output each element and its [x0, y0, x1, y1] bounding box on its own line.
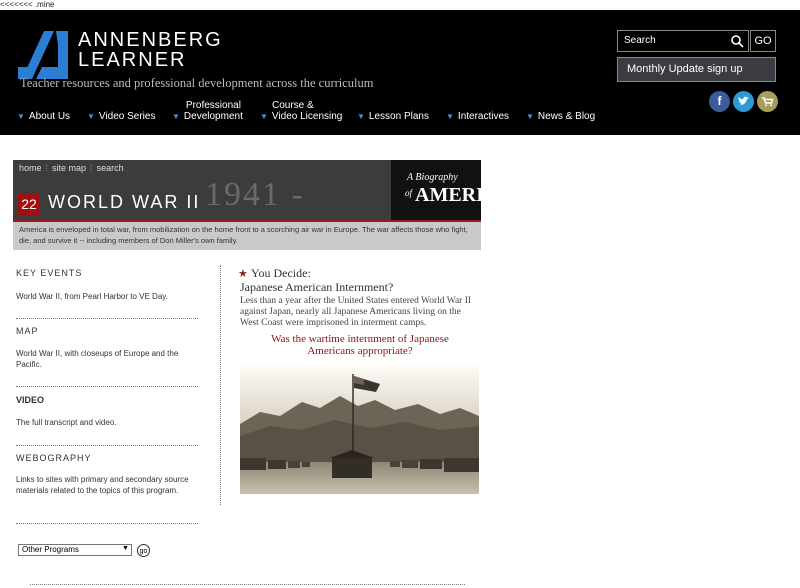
internment-camp-photo[interactable]: [240, 364, 479, 494]
footer-divider: [30, 584, 465, 585]
nav-label-line1: Course &: [272, 100, 314, 111]
chevron-down-icon: ▼: [87, 112, 95, 121]
column-divider: [220, 265, 221, 505]
nav-video-series[interactable]: [87, 111, 155, 122]
chevron-down-icon: ▼: [446, 112, 454, 121]
brand-line-1: A Biography: [407, 172, 458, 183]
twitter-icon[interactable]: [733, 91, 754, 112]
twitter-bird-icon: [733, 91, 754, 112]
monthly-update-button[interactable]: Monthly Update sign up: [617, 57, 776, 82]
map-heading[interactable]: MAP: [16, 326, 39, 336]
years-label: 1941 -: [205, 176, 305, 213]
logo-text[interactable]: [78, 30, 223, 70]
map-text: World War II, with closeups of Europe and the Pacific.: [16, 349, 179, 369]
feature-subtitle[interactable]: Japanese American Internment?: [240, 280, 394, 294]
cart-icon[interactable]: [757, 91, 778, 112]
key-events-text: World War II, from Pearl Harbor to VE Day.: [16, 292, 168, 301]
site-map-link[interactable]: site map: [52, 163, 87, 173]
program-banner: [13, 160, 513, 250]
feature-body: Less than a year after the United States entered World War II against Japan, nearly all Japanese Americans living on the West Coast were imprisoned in interment camps.: [240, 296, 472, 328]
nav-professional-development[interactable]: [172, 100, 243, 122]
annenberg-logo-icon[interactable]: [18, 31, 70, 79]
nav-about-us[interactable]: [17, 111, 70, 122]
nav-label: Interactives: [457, 111, 510, 122]
feature-question[interactable]: Was the wartime internment of Japanese Americans appropriate?: [271, 333, 449, 357]
brand-line-3: AMERICA: [415, 184, 513, 206]
nav-label-line2: Video Licensing: [271, 111, 343, 122]
episode-title: WORLD WAR II: [48, 192, 201, 212]
divider: [16, 318, 198, 319]
link-separator: ⁞: [45, 163, 49, 173]
video-text: The full transcript and video.: [16, 418, 117, 427]
select-arrow-icon[interactable]: ▼: [122, 545, 129, 552]
nav-label: News & Blog: [537, 111, 596, 122]
star-icon: ★: [238, 268, 248, 280]
nav-label-line1: Professional: [185, 100, 241, 111]
chevron-down-icon: ▼: [357, 112, 365, 121]
facebook-icon[interactable]: f: [709, 91, 730, 112]
link-separator: ⁞: [90, 163, 93, 173]
tagline: Teacher resources and professional development across the curriculum: [20, 76, 374, 90]
site-header: [0, 10, 800, 135]
search-link[interactable]: search: [96, 163, 124, 173]
chevron-down-icon: ▼: [260, 112, 268, 121]
webography-text: Links to sites with primary and secondary source materials related to the topics of this program.: [16, 475, 189, 495]
chevron-down-icon: ▼: [172, 112, 180, 121]
divider: [16, 445, 198, 446]
banner-title-area: [13, 160, 391, 220]
nav-label: Lesson Plans: [368, 111, 429, 122]
divider: [16, 386, 198, 387]
chevron-down-icon: ▼: [526, 112, 534, 121]
nav-news-blog[interactable]: [526, 111, 595, 122]
other-programs-select[interactable]: Other Programs: [18, 544, 132, 556]
video-heading[interactable]: VIDEO: [16, 395, 45, 405]
key-events-heading[interactable]: KEY EVENTS: [16, 268, 83, 278]
webography-heading[interactable]: WEBOGRAPHY: [16, 453, 92, 463]
home-link[interactable]: home: [19, 163, 42, 173]
brand-line-2: of: [405, 188, 413, 198]
logo-line-2: LEARNER: [78, 49, 187, 71]
search-go-button[interactable]: GO: [750, 30, 776, 52]
nav-label-line2: Development: [183, 111, 243, 122]
merge-conflict-marker: <<<<<<< .mine: [0, 0, 55, 9]
chevron-down-icon: ▼: [17, 112, 25, 121]
nav-lesson-plans[interactable]: [357, 111, 429, 122]
nav-label: About Us: [28, 111, 71, 122]
banner-description: America is enveloped in total war, from mobilization on the home front to a scorching air war in Europe. The war affects those who fight, die, and survive it -- including members of Don Miller's own family.: [13, 222, 481, 250]
episode-number: 22: [18, 194, 40, 215]
biography-of-america-logo[interactable]: [391, 160, 513, 220]
nav-course-licensing[interactable]: [260, 100, 342, 122]
search-input[interactable]: Search: [617, 30, 749, 52]
feature-title[interactable]: You Decide:: [251, 266, 311, 280]
search-icon[interactable]: [730, 34, 744, 48]
shopping-cart-icon: [757, 91, 778, 112]
nav-label: Video Series: [98, 111, 156, 122]
divider: [16, 523, 198, 524]
logo-line-1: ANNENBERG: [78, 29, 223, 51]
banner-links: [19, 163, 128, 173]
nav-interactives[interactable]: [446, 111, 509, 122]
programs-go-button[interactable]: go: [137, 544, 150, 557]
